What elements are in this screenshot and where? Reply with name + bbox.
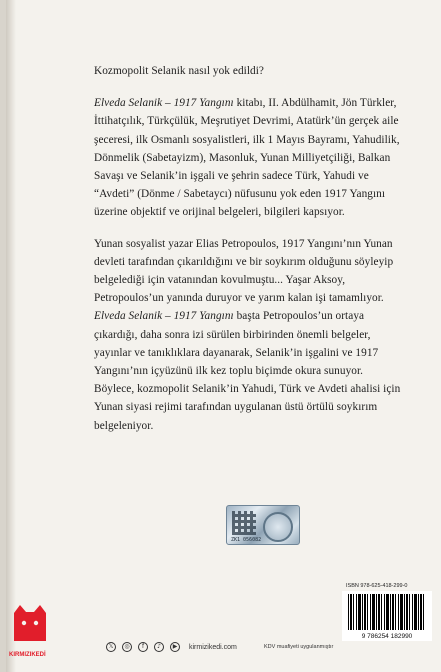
- barcode: [342, 591, 432, 641]
- blurb-heading: Kozmopolit Selanik nasıl yok edildi?: [94, 65, 264, 77]
- blurb-paragraph-2: [94, 235, 406, 435]
- facebook-icon[interactable]: f: [138, 642, 148, 652]
- social-links: [106, 641, 237, 653]
- isbn-label: ISBN 978-625-418-299-0: [346, 583, 408, 589]
- instagram-icon[interactable]: ◎: [122, 642, 132, 652]
- youtube-icon[interactable]: ▶: [170, 642, 180, 652]
- paragraph-2-text-before: Yunan sosyalist yazar Elias Petropoulos, 1917 Yangını’nın Yunan devleti tarafından çıkarıldığını ve bir soykırım olduğunu söyleyip belgelediği için vatanından kovulmuştu... Yaşar Aksoy, Petropoulos’un yanında duruyor ve yarım kalan işi tamamlıyor.: [94, 237, 394, 305]
- blurb: [94, 62, 406, 448]
- security-seal: [226, 505, 300, 545]
- tax-exemption-note: KDV muafiyeti uygulanmıştır: [264, 644, 334, 650]
- paragraph-2-text-after: başta Petropoulos’un ortaya çıkardığı, daha sonra izi sürülen birbirinden önemli belgeler, yayınlar ve tanıklıklara dayanarak, Selanik’in işgalini ve 1917 Yangını’nın içyüzünü ilk kez toplu biçimde okura sunuyor. Böylece, kozmopolit Selanik’in Yahudi, Türk ve Avdeti ahalisi için Yunan siyasi rejimi tarafından uygulanan üstü örtülü soykırım belgeleniyor.: [94, 310, 401, 432]
- blurb-paragraph-1: [94, 94, 406, 221]
- x-icon[interactable]: 𝕏: [106, 642, 116, 652]
- tiktok-icon[interactable]: ♪: [154, 642, 164, 652]
- book-title-italic: Elveda Selanik – 1917 Yangını: [94, 97, 234, 110]
- book-title-italic: Elveda Selanik – 1917 Yangını: [94, 310, 234, 323]
- publisher-website-link[interactable]: kirmizikedi.com: [189, 643, 237, 651]
- publisher-logo-label: KIRMIZIKEDİ: [9, 652, 46, 658]
- paragraph-1-text: kitabı, II. Abdülhamit, Jön Türkler, İttihatçılık, Türkçülük, Meşrutiyet Devrimi, Atatürk’ün gerçek aile şeceresi, ilk Osmanlı sosyalistleri, ilk 1 Mayıs Bayramı, Yahudilik, Dönmelik (Sabetayizm), Masonluk, Yunan Milliyetçiliği, Balkan Savaşı ve Selanik’in işgali ve şehrin sadece Türk, Yahudi ve “Avdeti” (Dönme / Sabetaycı) nüfusunu yok eden 1917 Yangını üzerine objektif ve orijinal belgeleri, bilgileri kapsıyor.: [94, 97, 400, 219]
- hologram-emblem-icon: [263, 512, 293, 542]
- spine-shadow: [6, 0, 16, 672]
- barcode-number: 9 786254 182990: [361, 633, 413, 640]
- kirmizikedi-logo-icon: [11, 603, 49, 643]
- qr-code-icon: [232, 511, 256, 535]
- barcode-bars: [348, 594, 426, 630]
- seal-code: ZK1 056082: [231, 537, 262, 543]
